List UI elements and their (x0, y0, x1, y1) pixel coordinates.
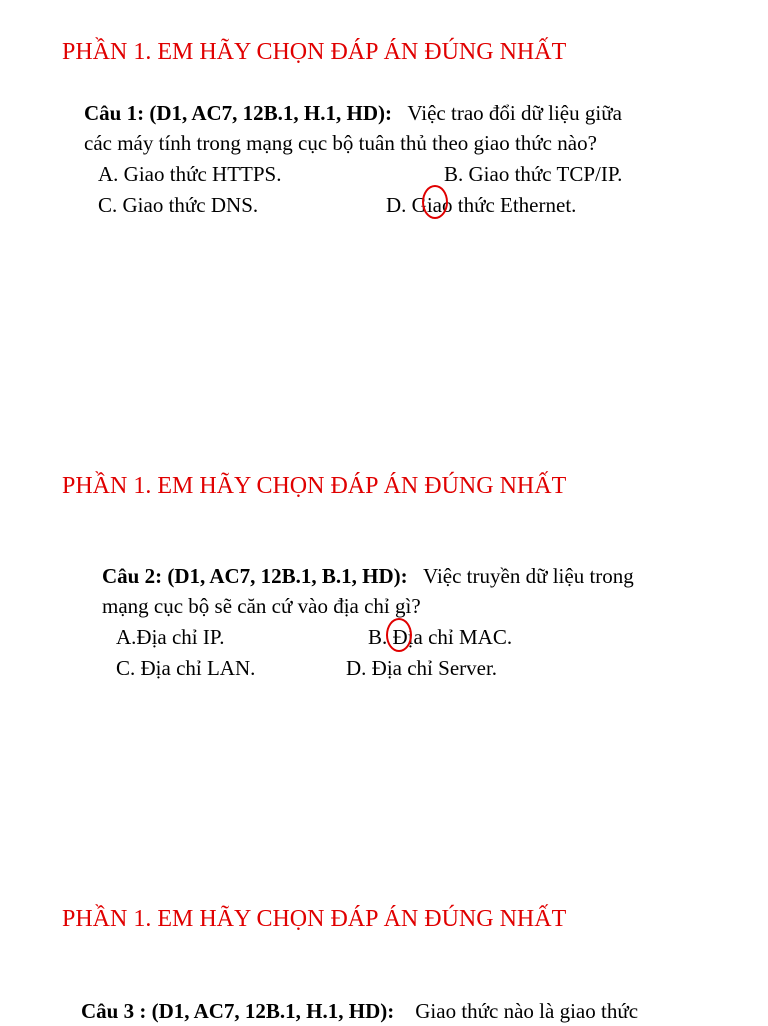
question-2-option-d[interactable]: D. Địa chỉ Server. (346, 656, 498, 680)
question-3-stem-part-1: Giao thức nào là giao thức (415, 999, 639, 1023)
section-title-1: PHẦN 1. EM HÃY CHỌN ĐÁP ÁN ĐÚNG NHẤT (62, 39, 567, 65)
question-2 (102, 561, 634, 621)
question-1 (84, 98, 622, 158)
question-1-stem-part-1: Việc trao đổi dữ liệu giữa (407, 101, 622, 125)
section-title-2: PHẦN 1. EM HÃY CHỌN ĐÁP ÁN ĐÚNG NHẤT (62, 473, 567, 499)
question-1-stem-part-2: các máy tính trong mạng cục bộ tuân thủ theo giao thức nào? (84, 131, 597, 155)
question-3 (81, 996, 638, 1026)
question-2-line-1 (102, 561, 634, 591)
question-2-option-b[interactable]: B. Địa chỉ MAC. (368, 625, 513, 649)
question-2-option-a[interactable]: A.Địa chỉ IP. (116, 625, 225, 649)
question-3-label: Câu 3 : (D1, AC7, 12B.1, H.1, HD): (81, 999, 395, 1023)
question-3-line-1 (81, 996, 638, 1026)
question-1-option-d[interactable]: D. Giao thức Ethernet. (386, 193, 577, 217)
question-2-stem-part-1: Việc truyền dữ liệu trong (423, 564, 634, 588)
question-1-option-a[interactable]: A. Giao thức HTTPS. (98, 162, 282, 186)
answer-mark-circle-1 (422, 185, 448, 219)
question-1-label: Câu 1: (D1, AC7, 12B.1, H.1, HD): (84, 101, 392, 125)
answer-mark-circle-2 (386, 618, 412, 652)
question-1-option-b[interactable]: B. Giao thức TCP/IP. (444, 162, 623, 186)
question-2-stem-part-2: mạng cục bộ sẽ căn cứ vào địa chỉ gì? (102, 594, 421, 618)
question-2-option-c[interactable]: C. Địa chỉ LAN. (116, 656, 256, 680)
section-title-3: PHẦN 1. EM HÃY CHỌN ĐÁP ÁN ĐÚNG NHẤT (62, 906, 567, 932)
question-1-option-c[interactable]: C. Giao thức DNS. (98, 193, 259, 217)
question-2-label: Câu 2: (D1, AC7, 12B.1, B.1, HD): (102, 564, 408, 588)
question-1-line-1 (84, 98, 622, 128)
